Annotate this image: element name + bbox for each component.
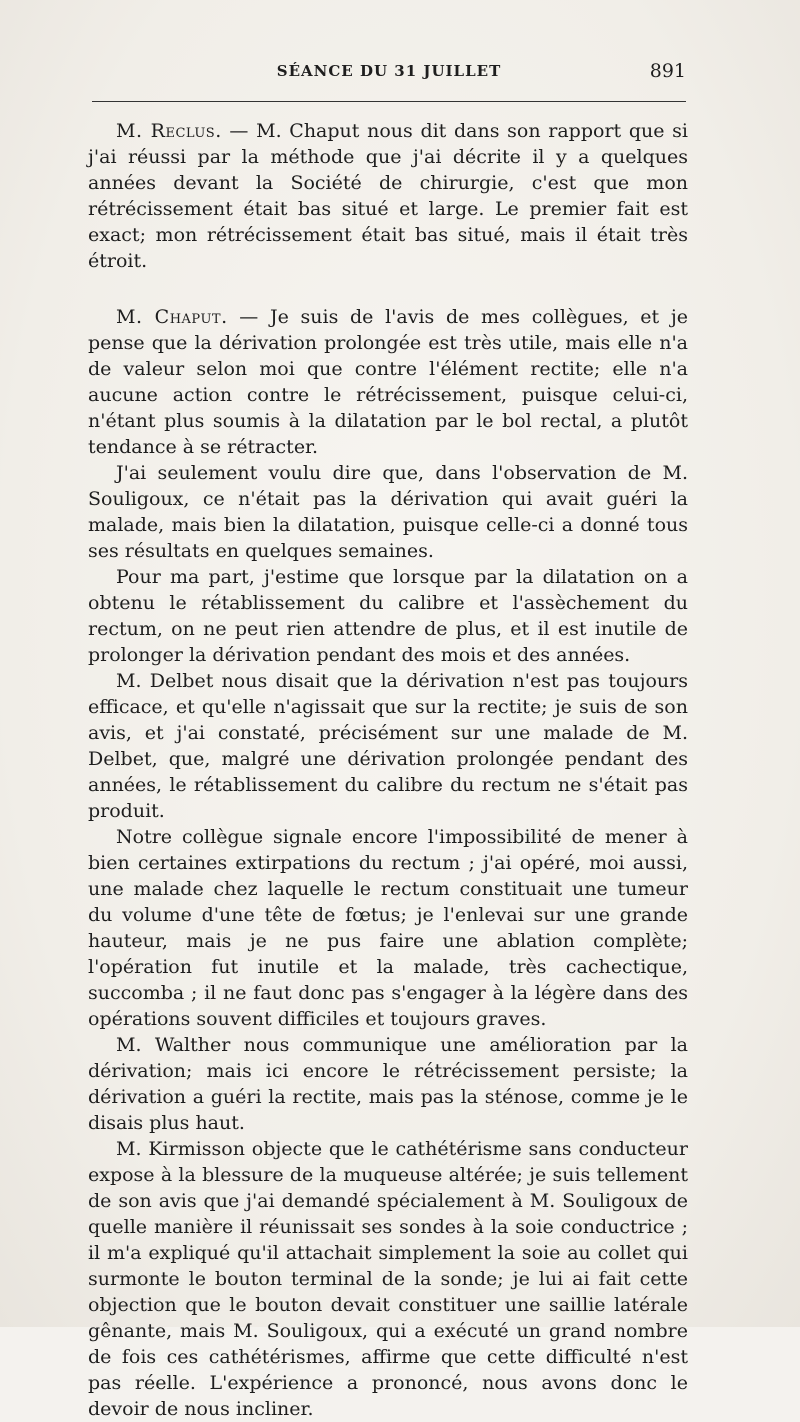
paragraph: M. Delbet nous disait que la dérivation n'est pas toujours efficace, et qu'elle n'agissait que sur la rectite; je suis de son avis, et j'ai constaté, précisément sur une malade de M. Delbet, que, malgré une dérivation prolongée pendant des années, le rétablissement du calibre du rectum ne s'était pas produit.	[88, 670, 688, 822]
paragraph-reclus	[88, 118, 688, 274]
paragraph: M. Kirmisson objecte que le cathétérisme sans conducteur expose à la blessure de la muqueuse altérée; je suis tellement de son avis que j'ai demandé spécialement à M. Souligoux de quelle manière il réunissait ses sondes à la soie conductrice ; il m'a expliqué qu'il attachait simplement la soie au collet qui surmonte le bouton terminal de la sonde; je lui ai fait cette objection que le bouton devait constituer une saillie latérale gênante, mais M. Souligoux, qui a exécuté un grand nombre de fois ces cathétérismes, affirme que cette difficulté n'est pas réelle. L'expérience a prononcé, nous avons donc le devoir de nous incliner.	[88, 1138, 688, 1420]
paragraph-text: — Je suis de l'avis de mes collègues, et je pense que la dérivation prolongée est très utile, mais elle n'a de valeur selon moi que contre l'élément rectite; elle n'a aucune action contre le rétrécissement, puisque celui-ci, n'étant plus soumis à la dilatation par le bol rectal, a plutôt tendance à se rétracter.	[88, 306, 688, 458]
running-title: SÉANCE DU 31 JUILLET	[276, 62, 502, 80]
paragraph-chaput	[88, 304, 688, 460]
paragraph-text: — M. Chaput nous dit dans son rapport que si j'ai réussi par la méthode que j'ai décrite il y a quelques années devant la Société de chirurgie, c'est que mon rétrécissement était bas situé et large. Le premier fait est exact; mon rétrécissement était bas situé, mais il était très étroit.	[88, 120, 688, 272]
paragraph: J'ai seulement voulu dire que, dans l'observation de M. Souligoux, ce n'était pas la dérivation qui avait guéri la malade, mais bien la dilatation, puisque celle-ci a donné tous ses résultats en quelques semaines.	[88, 462, 688, 562]
page-number: 891	[649, 60, 686, 82]
paragraph: Pour ma part, j'estime que lorsque par la dilatation on a obtenu le rétablissement du calibre et l'assèchement du rectum, on ne peut rien attendre de plus, et il est inutile de prolonger la dérivation pendant des mois et des années.	[88, 566, 688, 666]
paragraph: M. Walther nous communique une amélioration par la dérivation; mais ici encore le rétrécissement persiste; la dérivation a guéri la rectite, mais pas la sténose, comme je le disais plus haut.	[88, 1034, 688, 1134]
body-text	[88, 118, 688, 1422]
speaker-name: M. Chaput.	[116, 306, 228, 328]
paragraph: Notre collègue signale encore l'impossibilité de mener à bien certaines extirpations du rectum ; j'ai opéré, moi aussi, une malade chez laquelle le rectum constituait une tumeur du volume d'une tête de fœtus; je l'enlevai sur une grande hauteur, mais je ne pus faire une ablation complète; l'opération fut inutile et la malade, très cachectique, succomba ; il ne faut donc pas s'engager à la légère dans des opérations souvent difficiles et toujours graves.	[88, 826, 688, 1030]
running-head	[92, 62, 686, 84]
speaker-name: M. Reclus.	[116, 120, 222, 142]
header-rule	[92, 101, 686, 102]
